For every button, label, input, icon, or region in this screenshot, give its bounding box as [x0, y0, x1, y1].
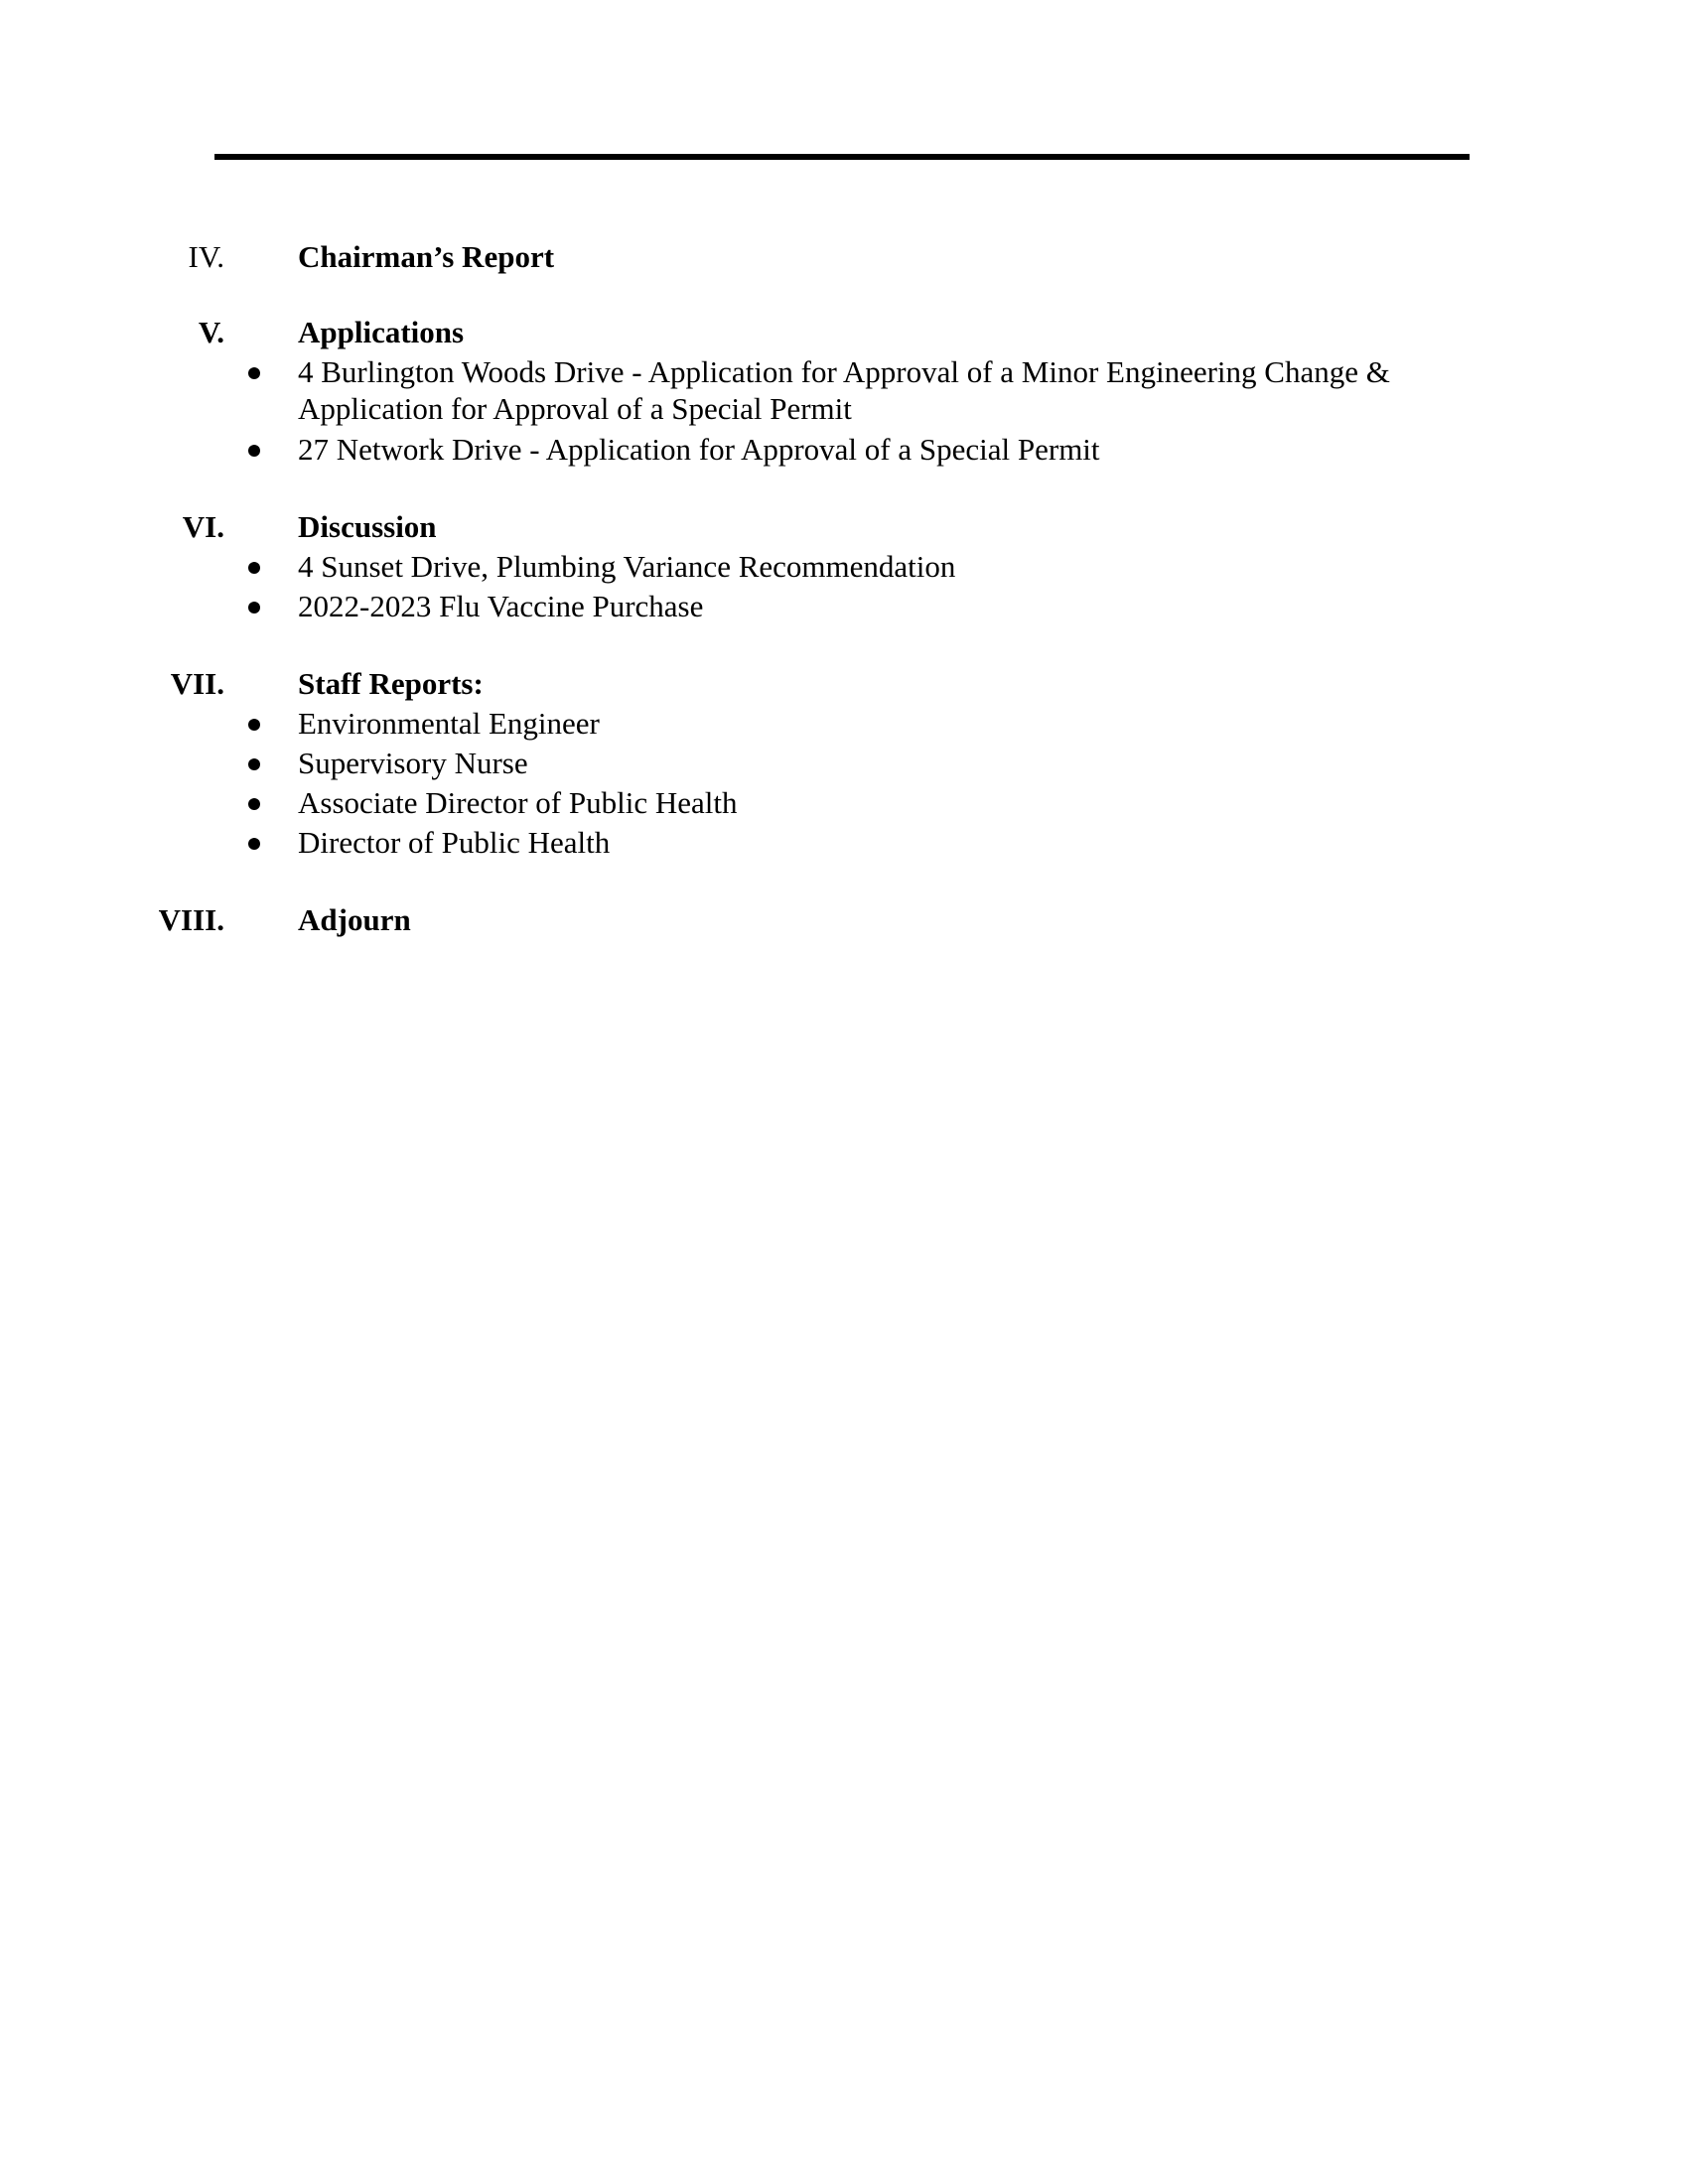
- section-number: VIII.: [158, 902, 224, 937]
- list-item-text: 4 Burlington Woods Drive - Application for Approval of a Minor Engineering Change &: [298, 354, 1390, 389]
- list-item-text: Associate Director of Public Health: [298, 785, 738, 820]
- list-item-text: Director of Public Health: [298, 825, 611, 860]
- bullet-icon: [248, 602, 260, 614]
- list-item-text: Supervisory Nurse: [298, 746, 528, 780]
- section-title: Chairman’s Report: [298, 239, 555, 274]
- bullet-icon: [248, 838, 260, 850]
- section-title: Applications: [298, 315, 465, 349]
- section-title: Discussion: [298, 509, 437, 544]
- bullet-icon: [248, 445, 260, 457]
- section-number: VII.: [170, 666, 224, 701]
- list-item-text-continued: Application for Approval of a Special Permit: [298, 391, 852, 426]
- header-rule: [214, 154, 1470, 160]
- list-item-text: 2022-2023 Flu Vaccine Purchase: [298, 589, 704, 623]
- section-number: V.: [198, 315, 224, 349]
- section-number: VI.: [182, 509, 224, 544]
- bullet-icon: [248, 719, 260, 731]
- list-item-text: 27 Network Drive - Application for Approval of a Special Permit: [298, 432, 1100, 467]
- bullet-icon: [248, 562, 260, 574]
- bullet-icon: [248, 798, 260, 810]
- section-number: IV.: [188, 239, 224, 274]
- section-title: Adjourn: [298, 902, 411, 937]
- bullet-icon: [248, 758, 260, 770]
- list-item-text: 4 Sunset Drive, Plumbing Variance Recommendation: [298, 549, 956, 584]
- section-title: Staff Reports:: [298, 666, 484, 701]
- bullet-icon: [248, 367, 260, 379]
- list-item-text: Environmental Engineer: [298, 706, 600, 741]
